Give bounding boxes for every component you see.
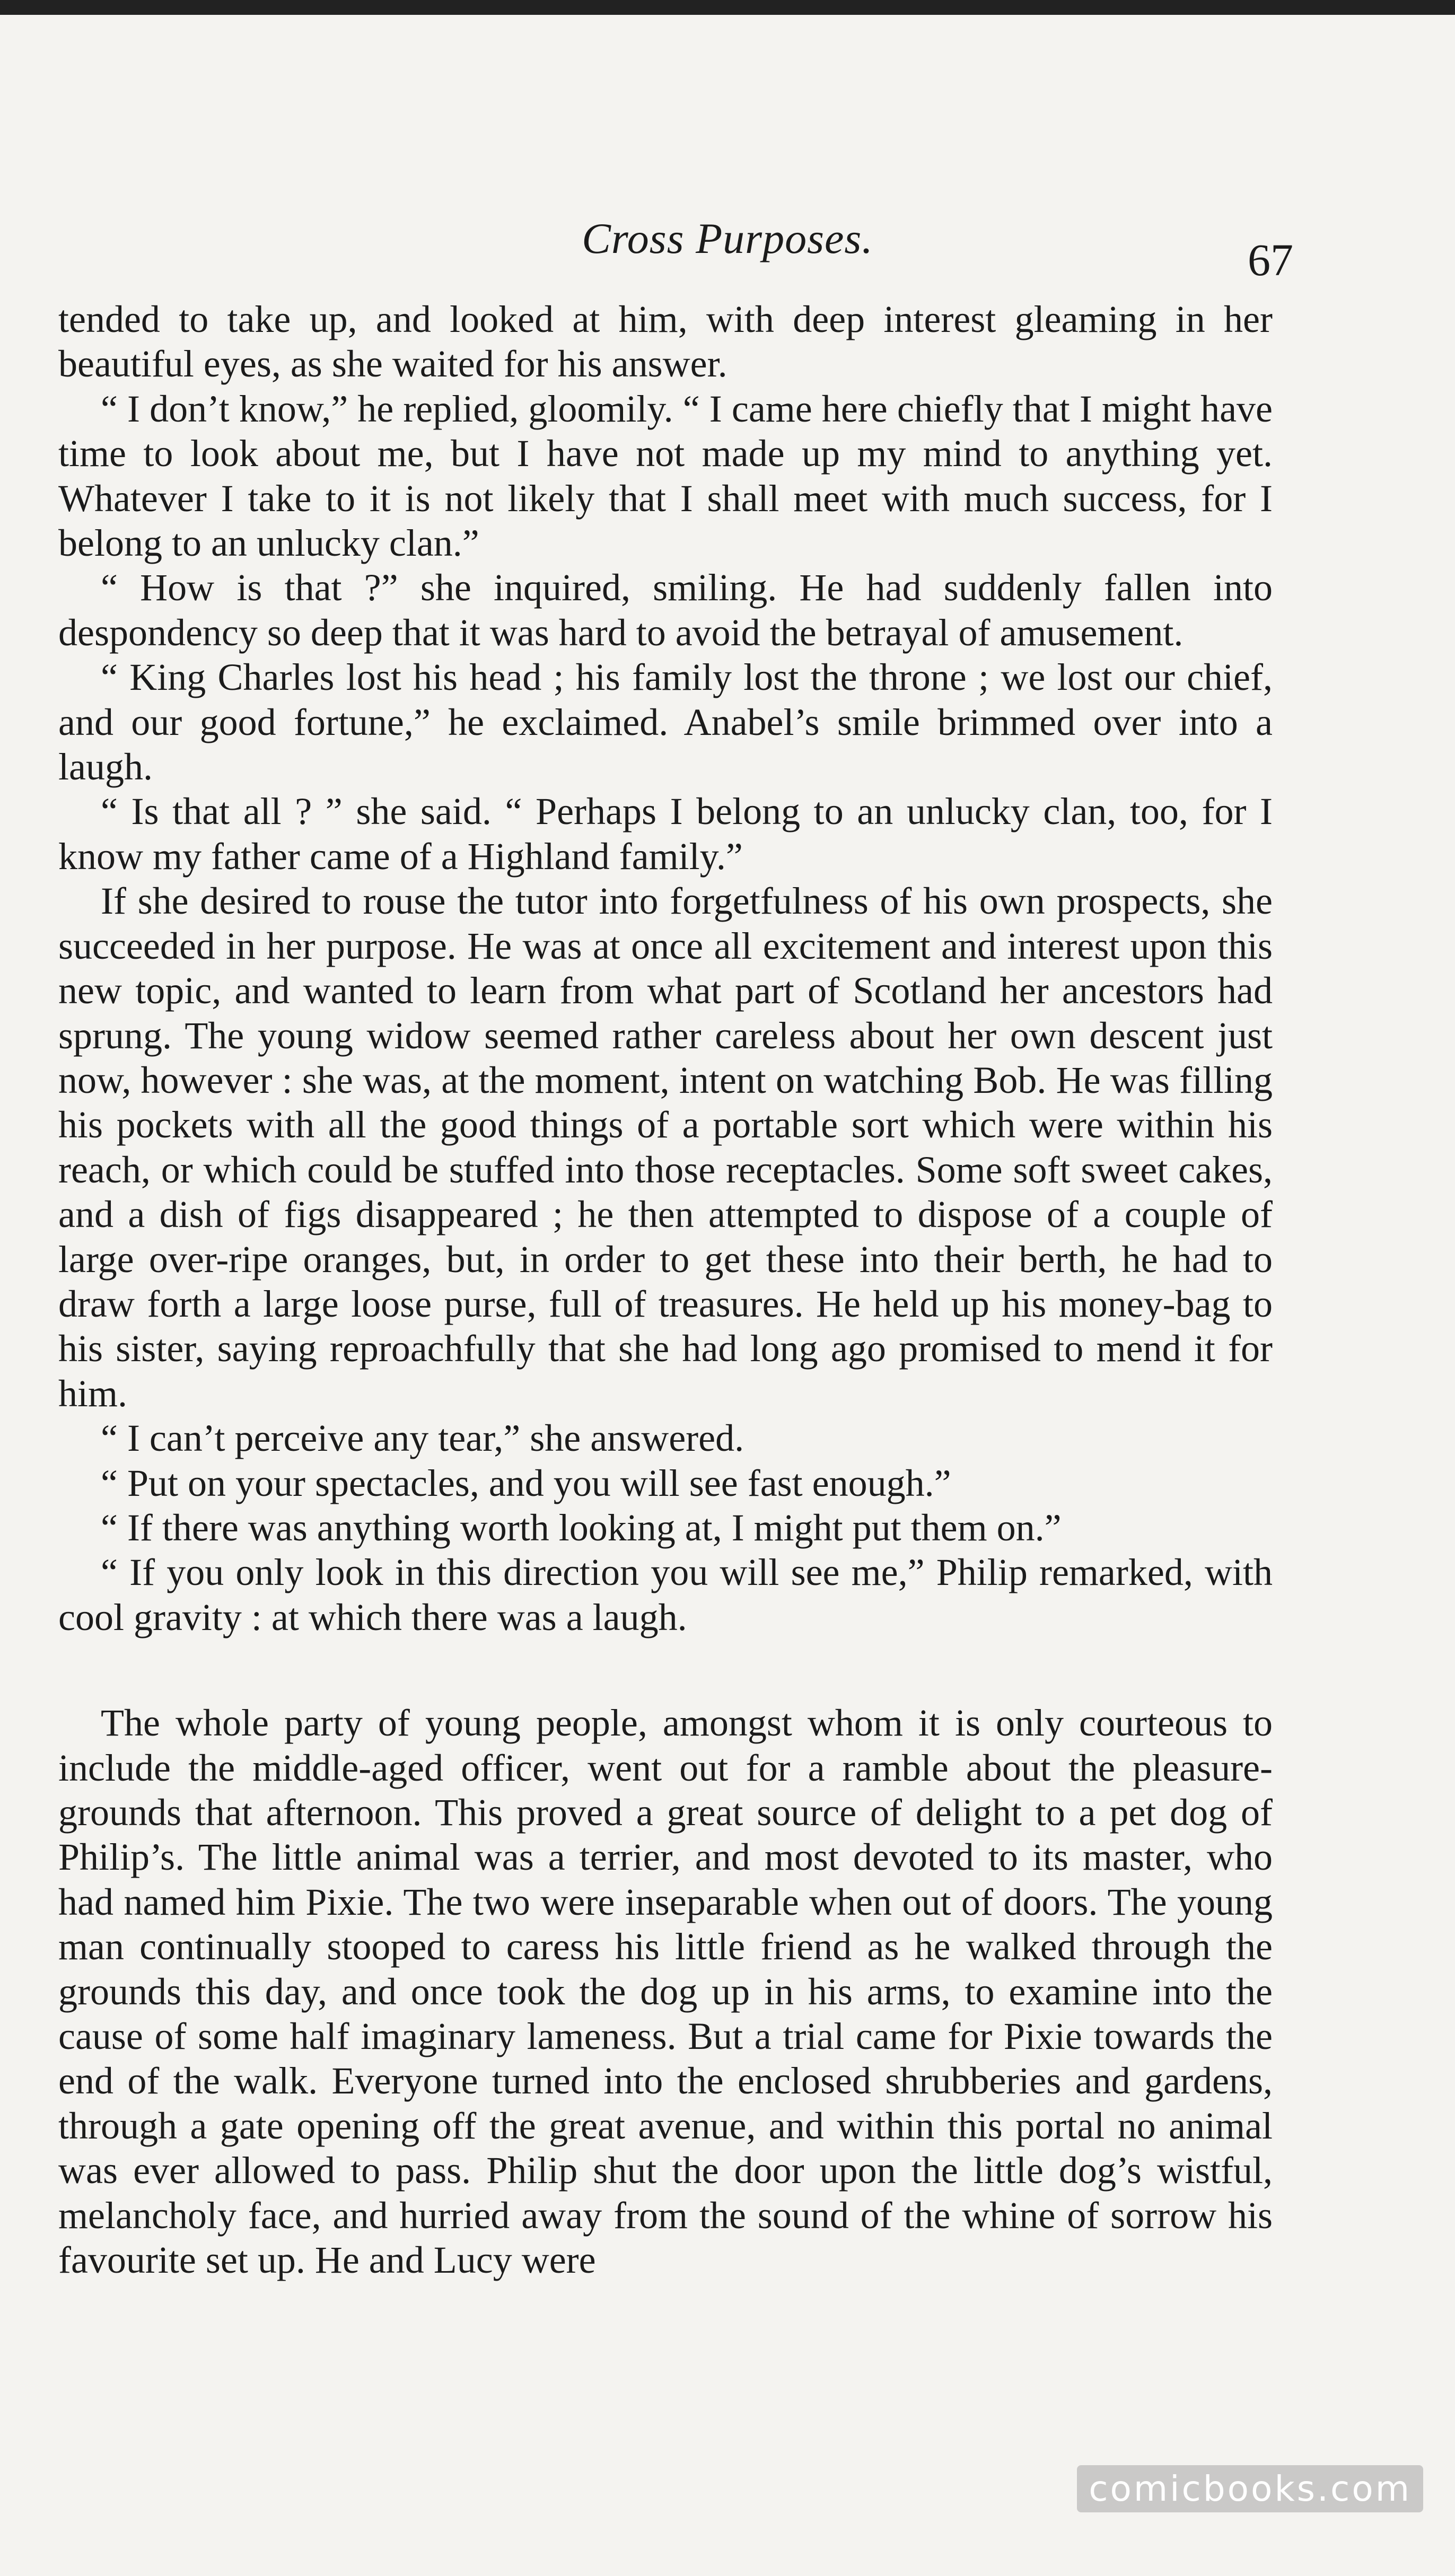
paragraph: “ King Charles lost his head ; his family lost the throne ; we lost our chief, and our good fortune,” he exclaimed. Anabel’s smile brimmed over into a laugh.	[58, 656, 1273, 788]
paragraph: “ I don’t know,” he replied, gloomily. “ I came here chiefly that I might have time to look about me, but I have not made up my mind to anything yet. Whatever I take to it is not likely that I shall meet with much success, for I belong to an unlucky clan.”	[58, 387, 1273, 565]
paragraph: “ Put on your spectacles, and you will see fast enough.”	[101, 1461, 951, 1504]
paragraph: “ If there was anything worth looking at, I might put them on.”	[101, 1506, 1062, 1549]
body-text	[58, 297, 1273, 2282]
paragraph: “ How is that ?” she inquired, smiling. He had suddenly fallen into despondency so deep that it was hard to avoid the betrayal of amusement.	[58, 566, 1273, 654]
paragraph: “ I can’t perceive any tear,” she answered.	[101, 1417, 744, 1460]
watermark: comicbooks.com	[1077, 2465, 1423, 2512]
paragraph: “ Is that all ? ” she said. “ Perhaps I belong to an unlucky clan, too, for I know my father came of a Highland family.”	[58, 790, 1273, 878]
paragraph: The whole party of young people, amongst whom it is only courteous to include the middle-aged officer, went out for a ramble about the pleasure-grounds that afternoon. This proved a great source of delight to a pet dog of Philip’s. The little animal was a terrier, and most devoted to its master, who had named him Pixie. The two were inseparable when out of doors. The young man continually stooped to caress his little friend as he walked through the grounds this day, and once took the dog up in his arms, to examine into the cause of some half imaginary lameness. But a trial came for Pixie towards the end of the walk. Everyone turned into the enclosed shrubberies and gardens, through a gate opening off the great avenue, and within this portal no animal was ever allowed to pass. Philip shut the door upon the little dog’s wistful, melancholy face, and hurried away from the sound of the whine of sorrow his favourite set up. He and Lucy were	[58, 1702, 1273, 2282]
running-title: Cross Purposes.	[582, 214, 873, 262]
page-number: 67	[1248, 234, 1293, 285]
paragraph: If she desired to rouse the tutor into forgetfulness of his own prospects, she succeeded in her purpose. He was at once all excitement and interest upon this new topic, and wanted to learn from what part of Scotland her ancestors had sprung. The young widow seemed rather careless about her own descent just now, however : she was, at the moment, intent on watching Bob. He was filling his pockets with all the good things of a portable sort which were within his reach, or which could be stuffed into those receptacles. Some soft sweet cakes, and a dish of figs disappeared ; he then attempted to dispose of a couple of large over-ripe oranges, but, in order to get these into their berth, he had to draw forth a large loose purse, full of treasures. He held up his money-bag to his sister, saying reproachfully that she had long ago promised to mend it for him.	[58, 880, 1273, 1415]
section-break	[58, 1640, 1273, 1701]
paragraph: “ If you only look in this direction you will see me,” Philip remarked, with cool gravity : at which there was a laugh.	[58, 1551, 1273, 1639]
scan-top-edge	[0, 0, 1455, 15]
paragraph: tended to take up, and looked at him, with deep interest gleaming in her beautiful eyes, as she waited for his answer.	[58, 298, 1273, 385]
page-header	[0, 207, 1455, 286]
